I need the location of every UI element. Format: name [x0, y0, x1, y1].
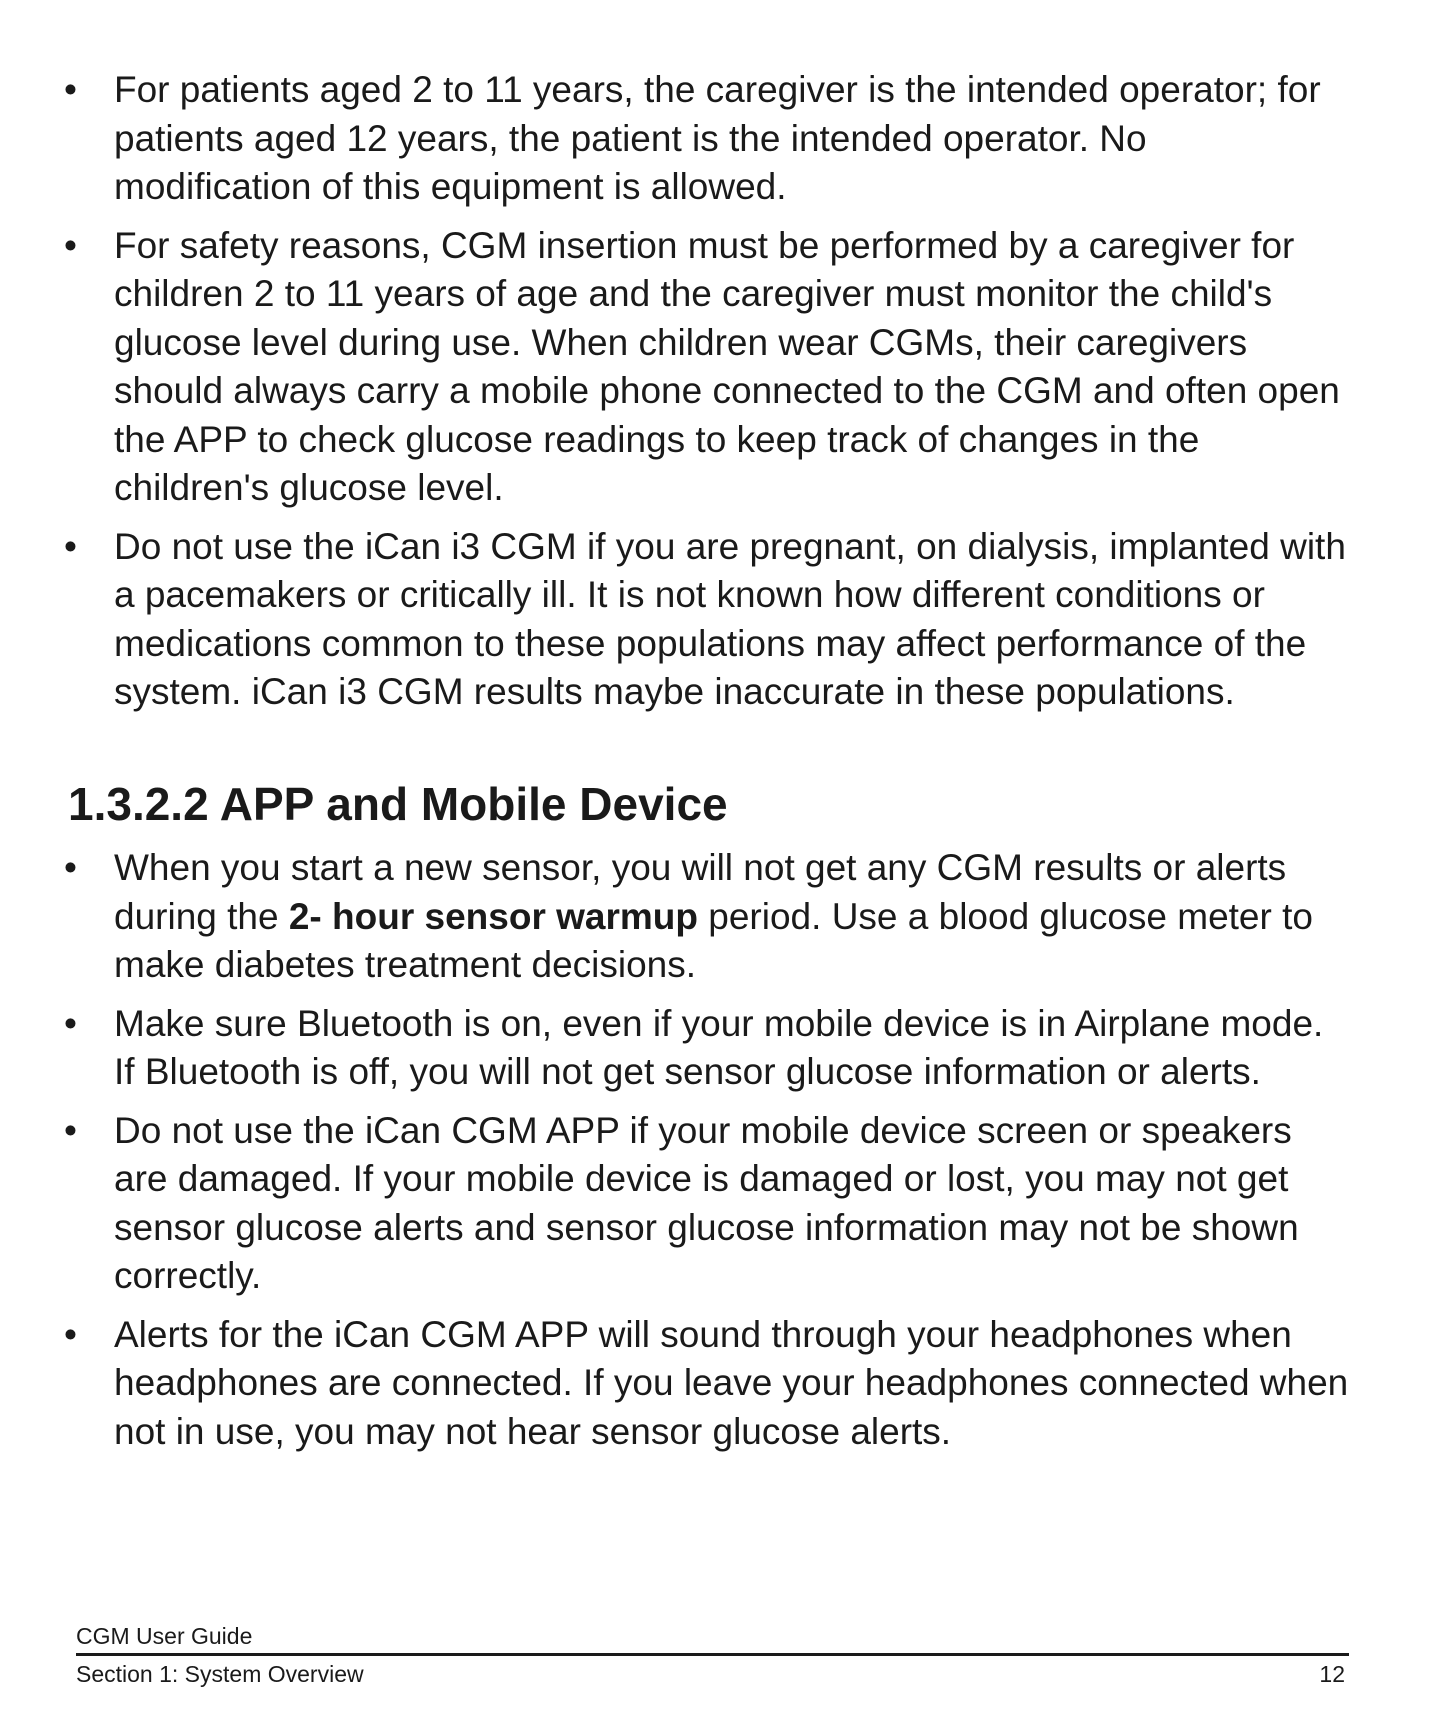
warmup-text-before: When you start a new sensor, you will not get any CGM results or alerts during the	[114, 847, 1287, 937]
section-heading: 1.3.2.2 APP and Mobile Device	[68, 778, 728, 830]
warning-list-patients	[64, 66, 1354, 727]
bullet-icon: •	[64, 1313, 77, 1355]
footer-row	[76, 1658, 1349, 1690]
list-item	[64, 1311, 1354, 1457]
page-footer	[76, 1621, 1349, 1690]
footer-section: Section 1: System Overview	[76, 1661, 364, 1687]
bullet-icon: •	[64, 525, 77, 567]
list-item-text: Make sure Bluetooth is on, even if your mobile device is in Airplane mode. If Bluetooth is off, you will not get sensor glucose information or alerts.	[114, 1002, 1324, 1092]
list-item-text: For safety reasons, CGM insertion must be performed by a caregiver for children 2 to 11 years of age and the caregiver must monitor the child's glucose level during use. When children wear CGMs, their caregivers should always carry a mobile phone connected to the CGM and often open the APP to check glucose readings to keep track of changes in the children's glucose level.	[114, 224, 1340, 508]
list-item	[64, 1107, 1354, 1301]
warmup-emphasis: 2- hour sensor warmup	[288, 895, 698, 937]
list-item-text: For patients aged 2 to 11 years, the caregiver is the intended operator; for patients aged 12 years, the patient is the intended operator. No modification of this equipment is allowed.	[114, 69, 1321, 207]
bullet-icon: •	[64, 1002, 77, 1044]
list-item-text: Do not use the iCan i3 CGM if you are pregnant, on dialysis, implanted with a pacemakers or critically ill. It is not known how different conditions or medications common to these populations may affect performance of the system. iCan i3 CGM results maybe inaccurate in these populations.	[114, 525, 1346, 712]
footer-divider	[76, 1653, 1349, 1656]
warning-list-app	[64, 844, 1354, 1466]
list-item-text	[114, 847, 1313, 985]
list-item-text: Do not use the iCan CGM APP if your mobile device screen or speakers are damaged. If your mobile device is damaged or lost, you may not get sensor glucose alerts and sensor glucose information may not be shown correctly.	[114, 1109, 1299, 1296]
bullet-icon: •	[64, 847, 77, 888]
list-item	[64, 1000, 1354, 1097]
list-item	[64, 66, 1354, 212]
bullet-icon: •	[64, 1109, 77, 1151]
bullet-icon: •	[64, 69, 77, 110]
bullet-icon: •	[64, 224, 77, 266]
list-item-text: Alerts for the iCan CGM APP will sound through your headphones when headphones are connected. If you leave your headphones connected when not in use, you may not hear sensor glucose alerts.	[114, 1313, 1349, 1452]
list-item	[64, 523, 1354, 717]
page-number: 12	[1319, 1661, 1345, 1687]
list-item	[64, 844, 1354, 990]
warmup-text-after: period. Use a blood glucose meter to make diabetes treatment decisions.	[114, 895, 1313, 985]
list-item	[64, 222, 1354, 513]
footer-guide-title: CGM User Guide	[76, 1623, 253, 1649]
